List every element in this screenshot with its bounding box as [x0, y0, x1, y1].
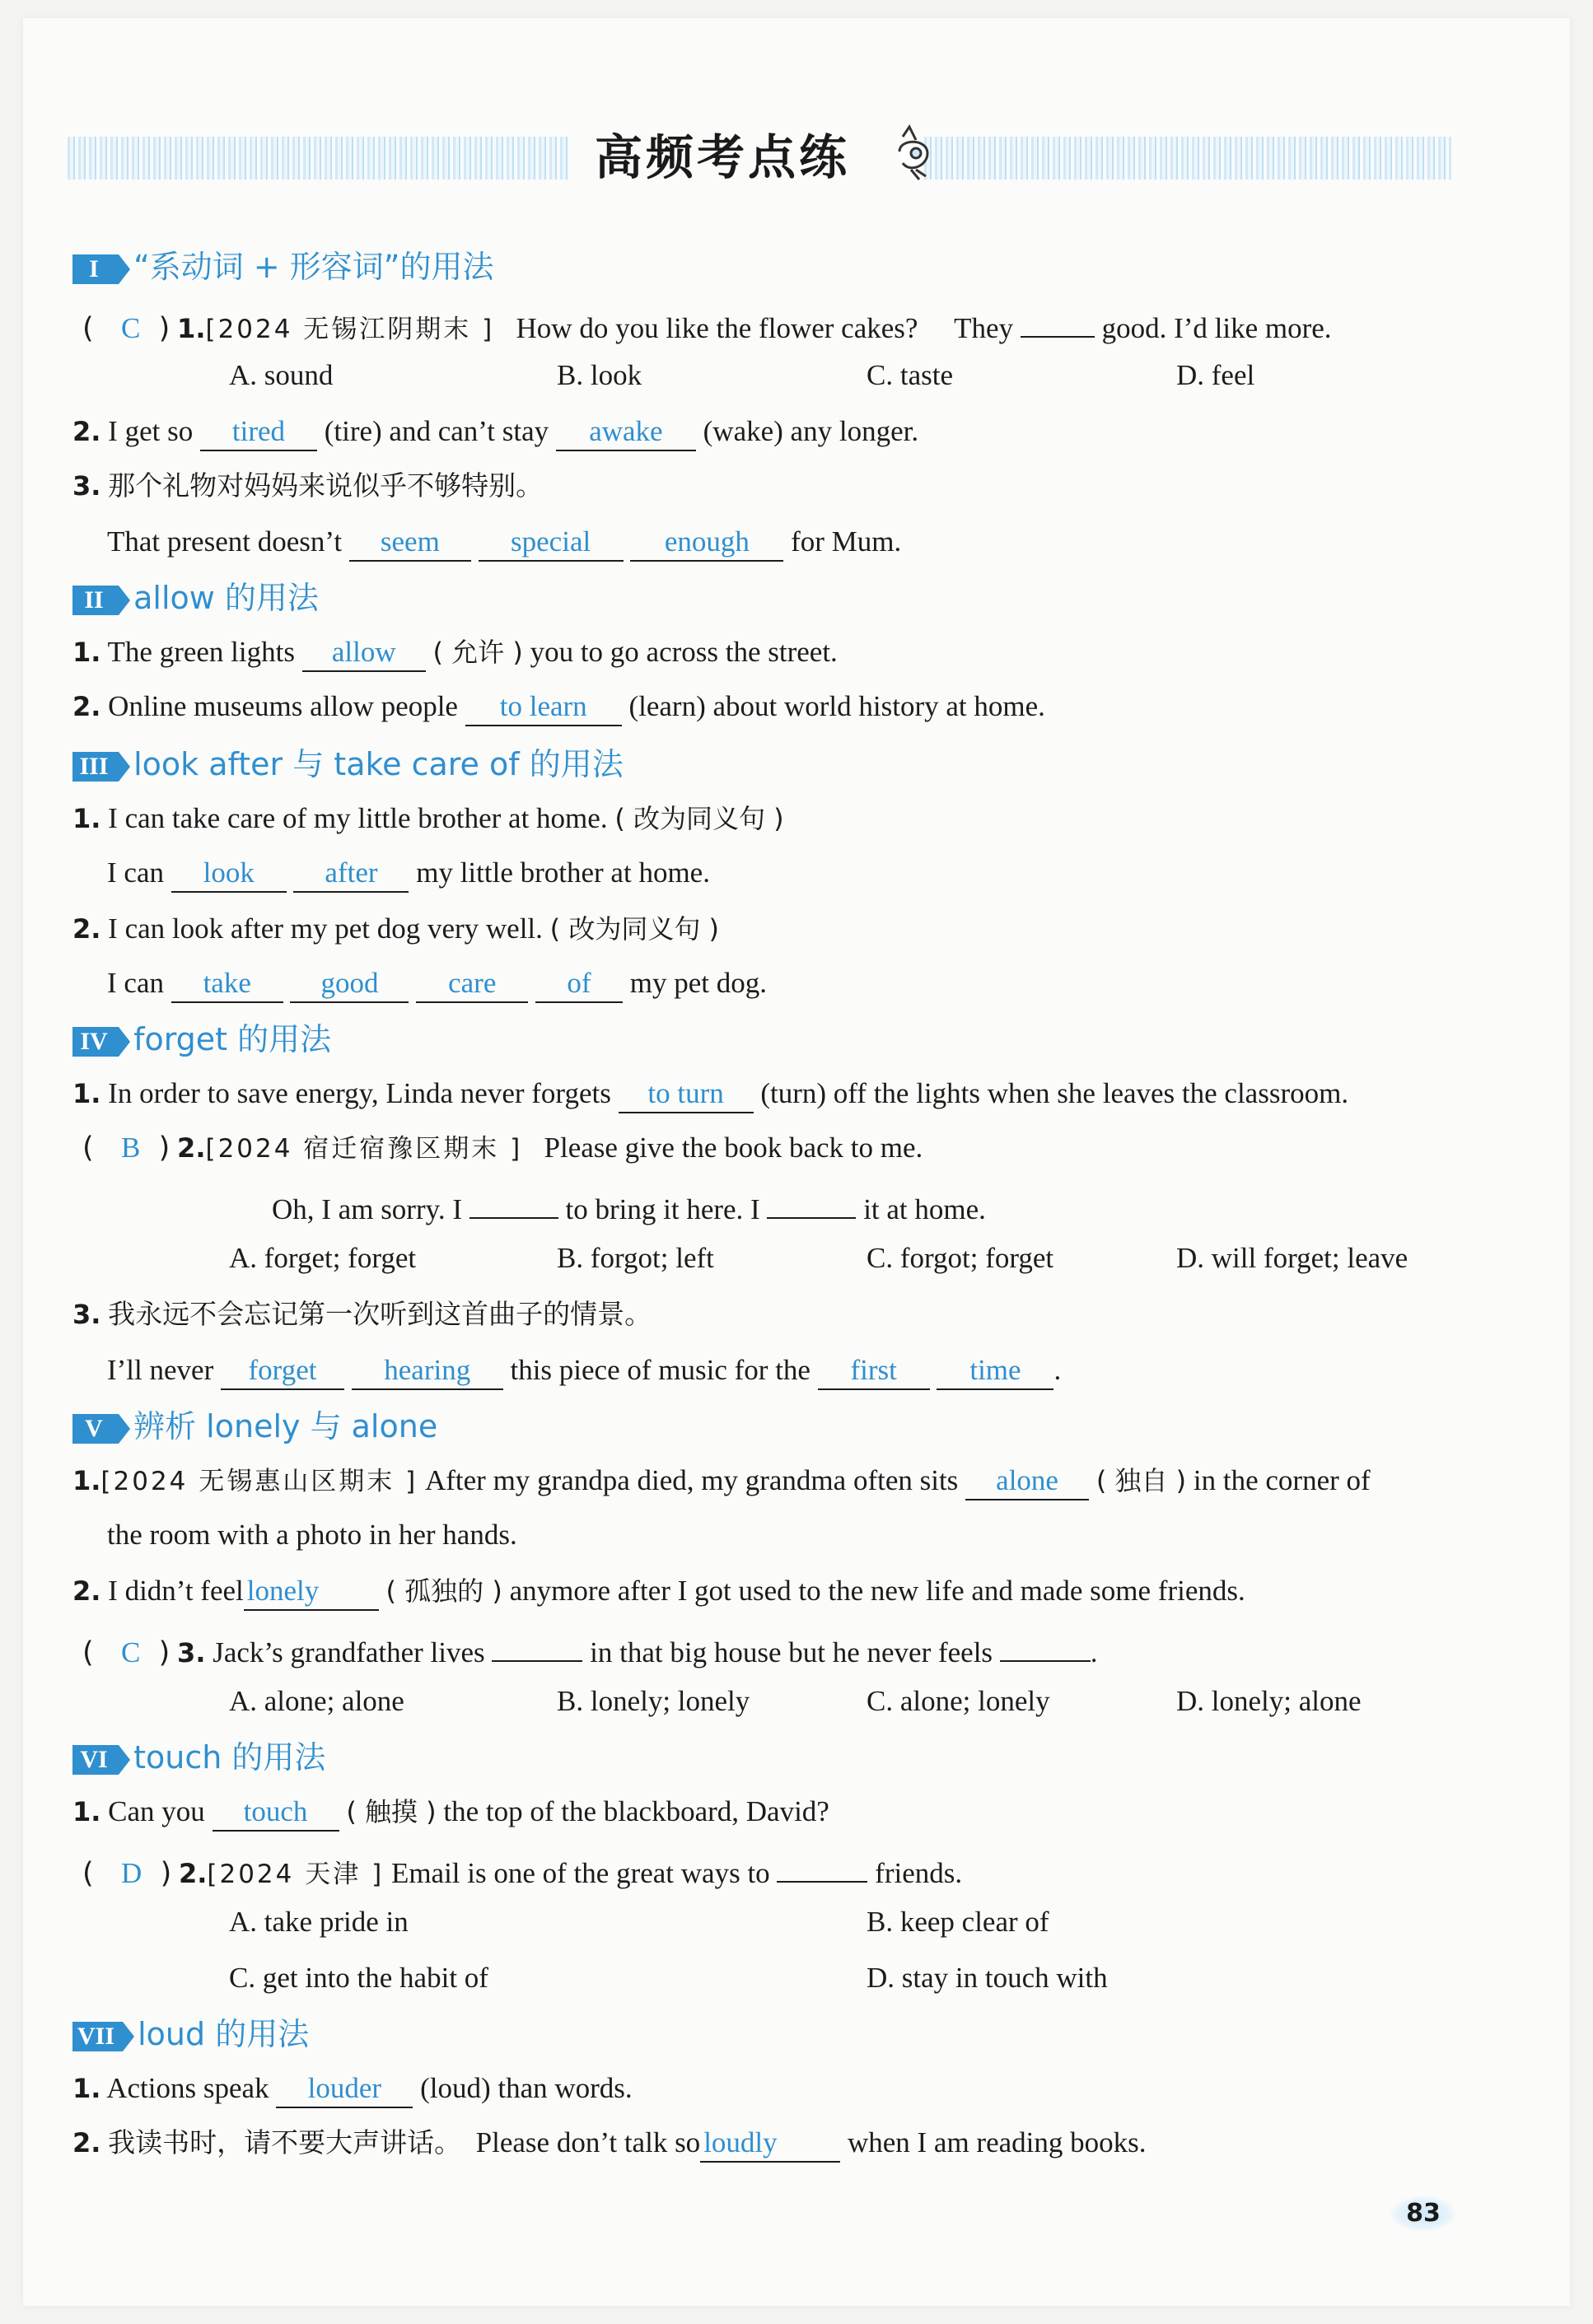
banner-title: 高频考点练: [595, 129, 851, 185]
question-text: I didn’t feel: [108, 1575, 244, 1607]
section-badge: IV: [72, 1027, 119, 1057]
page-number: 83: [1390, 2196, 1456, 2232]
question-s5q3: ( C ) 3. Jack’s grandfather lives in that big house but he never feels .: [82, 1626, 1098, 1665]
answer-blank[interactable]: look: [171, 856, 287, 893]
answer-blank[interactable]: of: [535, 967, 623, 1003]
section-heading-6: [72, 1736, 325, 1779]
chinese-hint: ( 独自 ): [1095, 1465, 1187, 1496]
empty-blank[interactable]: [469, 1183, 558, 1219]
question-number: 3.: [72, 470, 101, 502]
question-text: my pet dog.: [629, 967, 767, 999]
question-text: I get so: [108, 415, 194, 447]
banner-stripe-left: [68, 137, 570, 180]
option-a[interactable]: A. sound: [229, 359, 334, 391]
question-text: Actions speak: [106, 2072, 269, 2104]
answer-blank[interactable]: awake: [556, 415, 696, 451]
question-text: I’ll never: [107, 1354, 214, 1386]
answer-blank[interactable]: forget: [221, 1354, 344, 1390]
empty-blank[interactable]: [1021, 301, 1095, 338]
question-text: this piece of music for the: [510, 1354, 811, 1386]
question-s3q1-prompt: [72, 799, 784, 838]
question-s7q2: [72, 2123, 1146, 2163]
question-s1q2: [72, 412, 918, 451]
question-s4q2: ( B ) 2.[2024 宿迁宿豫区期末 ] Please give the book back to me.: [82, 1132, 923, 1164]
question-text: Online museums allow people: [108, 690, 458, 722]
question-s5q1: [72, 1461, 1371, 1500]
section-badge: III: [72, 752, 119, 782]
question-text: Email is one of the great ways to: [390, 1857, 770, 1889]
question-text: for Mum.: [791, 525, 902, 558]
question-number: 3.: [177, 1637, 206, 1668]
section-title: loud 的用法: [138, 2016, 310, 2052]
chinese-hint: ( 触摸 ): [346, 1796, 437, 1827]
answer-blank[interactable]: to learn: [465, 690, 622, 726]
question-text: Please give the book back to me.: [544, 1132, 923, 1164]
option-d[interactable]: D. will forget; leave: [1176, 1242, 1408, 1274]
section-heading-4: [72, 1018, 331, 1061]
question-text: in that big house but he never feels: [590, 1636, 993, 1668]
question-number: 1.: [72, 803, 101, 834]
chinese-prompt: 我永远不会忘记第一次听到这首曲子的情景。: [108, 1298, 652, 1330]
option-c[interactable]: C. forgot; forget: [867, 1242, 1054, 1274]
chinese-prompt: 我读书时，请不要大声讲话。: [108, 2126, 462, 2158]
doodle-icon: [891, 119, 941, 184]
answer-choice: D: [121, 1857, 142, 1889]
question-number: 1.: [72, 637, 101, 668]
section-title: allow 的用法: [133, 580, 319, 616]
question-number: 2.: [72, 913, 101, 945]
question-text: it at home.: [863, 1193, 986, 1225]
question-source: [2024 无锡江阴期末 ]: [205, 315, 495, 344]
question-s4q3-answer: [107, 1351, 1061, 1390]
question-number: 2.: [72, 416, 101, 447]
question-s1q3-prompt: [72, 466, 543, 506]
question-text: (turn) off the lights when she leaves the classroom.: [760, 1077, 1349, 1109]
answer-blank[interactable]: tired: [200, 415, 317, 451]
question-text: Please don’t talk so: [475, 2126, 701, 2158]
answer-blank[interactable]: louder: [276, 2072, 413, 2108]
option-b[interactable]: B. forgot; left: [557, 1242, 714, 1274]
answer-blank[interactable]: care: [416, 967, 528, 1003]
question-text: to bring it here. I: [565, 1193, 760, 1225]
question-text: I can: [107, 967, 164, 999]
section-badge: VI: [72, 1745, 119, 1775]
question-text: After my grandpa died, my grandma often sits: [424, 1464, 959, 1496]
answer-blank[interactable]: to turn: [619, 1077, 754, 1113]
option-c[interactable]: C. taste: [867, 359, 953, 391]
question-number: 2.: [178, 1858, 208, 1889]
question-s2q1: [72, 632, 838, 672]
answer-blank[interactable]: seem: [349, 525, 471, 562]
answer-blank[interactable]: after: [293, 856, 409, 893]
option-d[interactable]: D. lonely; alone: [1176, 1685, 1362, 1717]
question-text: (learn) about world history at home.: [628, 690, 1045, 722]
question-text: In order to save energy, Linda never forgets: [108, 1077, 611, 1109]
answer-choice: C: [121, 312, 141, 344]
section-heading-1: [72, 245, 493, 288]
section-heading-2: [72, 576, 319, 619]
option-b[interactable]: B. keep clear of: [867, 1906, 1049, 1938]
question-s6q2: ( D ) 2.[2024 天津 ] Email is one of the great ways to friends.: [82, 1846, 962, 1886]
question-text: (tire) and can’t stay: [324, 415, 549, 447]
question-text: The green lights: [107, 636, 295, 668]
option-a[interactable]: A. take pride in: [229, 1906, 409, 1938]
question-number: 1.: [72, 1078, 101, 1109]
answer-blank[interactable]: good: [290, 967, 409, 1003]
section-badge: I: [72, 254, 119, 284]
option-c[interactable]: C. get into the habit of: [229, 1962, 488, 1994]
question-number: 2.: [72, 1575, 101, 1607]
question-s6q1: [72, 1792, 829, 1832]
question-text: my little brother at home.: [416, 856, 710, 889]
section-title: forget 的用法: [133, 1021, 332, 1057]
question-s4q3-prompt: [72, 1295, 652, 1334]
question-source: [2024 天津 ]: [207, 1860, 385, 1889]
option-c[interactable]: C. alone; lonely: [867, 1685, 1050, 1717]
answer-blank[interactable]: allow: [302, 636, 426, 672]
option-a[interactable]: A. forget; forget: [229, 1242, 417, 1274]
section-title: touch 的用法: [133, 1739, 326, 1776]
question-s3q2-answer: [107, 964, 767, 1003]
question-text: I can: [107, 856, 164, 889]
question-text: Can you: [108, 1795, 205, 1827]
answer-blank[interactable]: alone: [965, 1464, 1089, 1500]
question-text: I can take care of my little brother at home.: [108, 802, 608, 834]
question-text: They: [954, 312, 1014, 344]
question-s1q3-answer: [107, 522, 901, 562]
question-text: Jack’s grandfather lives: [213, 1636, 485, 1668]
question-number: 1.: [177, 313, 206, 344]
section-title: look after 与 take care of 的用法: [133, 746, 624, 782]
question-s2q2: [72, 687, 1045, 726]
empty-blank[interactable]: [777, 1846, 867, 1883]
question-number: 2.: [72, 691, 101, 722]
answer-blank[interactable]: enough: [630, 525, 783, 562]
section-title: “系动词 + 形容词”的用法: [133, 249, 494, 285]
question-number: 1.: [72, 1796, 101, 1827]
question-number: 3.: [72, 1299, 101, 1330]
option-b[interactable]: B. look: [557, 359, 642, 391]
question-source: [2024 无锡惠山区期末 ]: [100, 1467, 418, 1496]
question-text: anymore after I got used to the new life and made some friends.: [509, 1575, 1245, 1607]
question-s7q1: [72, 2069, 633, 2108]
answer-blank[interactable]: take: [171, 967, 283, 1003]
question-text: you to go across the street.: [530, 636, 838, 668]
empty-blank[interactable]: [1000, 1626, 1091, 1662]
chinese-hint: ( 改为同义句 ): [549, 913, 719, 945]
question-text: when I am reading books.: [847, 2126, 1147, 2158]
question-source: [2024 宿迁宿豫区期末 ]: [205, 1134, 523, 1164]
question-number: 1.: [72, 1465, 101, 1496]
question-number: 2.: [72, 2127, 101, 2158]
answer-blank[interactable]: special: [479, 525, 624, 562]
question-text: the top of the blackboard, David?: [443, 1795, 829, 1827]
answer-blank[interactable]: time: [937, 1354, 1053, 1390]
question-s3q2-prompt: [72, 909, 719, 949]
empty-blank[interactable]: [767, 1183, 856, 1219]
question-text: .: [1090, 1636, 1098, 1668]
question-s4q1: [72, 1074, 1348, 1113]
answer-blank[interactable]: touch: [213, 1795, 339, 1832]
section-heading-7: [72, 2013, 309, 2056]
question-text: friends.: [875, 1857, 963, 1889]
option-d[interactable]: D. stay in touch with: [867, 1962, 1108, 1994]
banner: [68, 115, 1451, 198]
question-text: good. I’d like more.: [1101, 312, 1332, 344]
question-s4q2-line2: [272, 1183, 986, 1225]
chinese-hint: ( 孤独的 ): [385, 1575, 502, 1607]
section-heading-3: [72, 743, 624, 786]
question-text: (loud) than words.: [420, 2072, 633, 2104]
answer-blank[interactable]: first: [818, 1354, 930, 1390]
answer-choice: B: [121, 1132, 141, 1164]
question-text: That present doesn’t: [107, 525, 343, 558]
chinese-prompt: 那个礼物对妈妈来说似乎不够特别。: [108, 469, 544, 502]
chinese-hint: ( 改为同义句 ): [614, 803, 784, 834]
answer-choice: C: [121, 1636, 141, 1668]
question-text: .: [1053, 1354, 1062, 1386]
option-a[interactable]: A. alone; alone: [229, 1685, 404, 1717]
section-title: 辨析 lonely 与 alone: [133, 1408, 438, 1444]
question-s3q1-answer: [107, 853, 710, 893]
section-badge: V: [72, 1414, 119, 1444]
section-heading-5: [72, 1405, 437, 1448]
option-b[interactable]: B. lonely; lonely: [557, 1685, 750, 1717]
answer-blank[interactable]: hearing: [352, 1354, 503, 1390]
section-badge: VII: [72, 2022, 123, 2051]
question-text: Oh, I am sorry. I: [272, 1193, 463, 1225]
question-number: 1.: [72, 2073, 101, 2104]
section-badge: II: [72, 586, 119, 615]
question-s1q1: ( C ) 1.[2024 无锡江阴期末 ] How do you like the flower cakes? They good. I’d like more.: [82, 301, 1332, 341]
question-text: (wake) any longer.: [703, 415, 919, 447]
empty-blank[interactable]: [492, 1626, 582, 1662]
question-s5q2: [72, 1571, 1245, 1611]
answer-blank[interactable]: lonely: [244, 1575, 379, 1611]
question-number: 2.: [177, 1132, 206, 1164]
chinese-hint: ( 允许 ): [432, 637, 523, 668]
question-text: I can look after my pet dog very well.: [108, 912, 543, 945]
question-s5q1-line2: the room with a photo in her hands.: [107, 1519, 517, 1551]
banner-stripe-right: [924, 137, 1451, 180]
question-text: How do you like the flower cakes?: [516, 312, 918, 344]
question-text: in the corner of: [1193, 1464, 1371, 1496]
option-d[interactable]: D. feel: [1176, 359, 1255, 391]
answer-blank[interactable]: loudly: [700, 2126, 840, 2163]
